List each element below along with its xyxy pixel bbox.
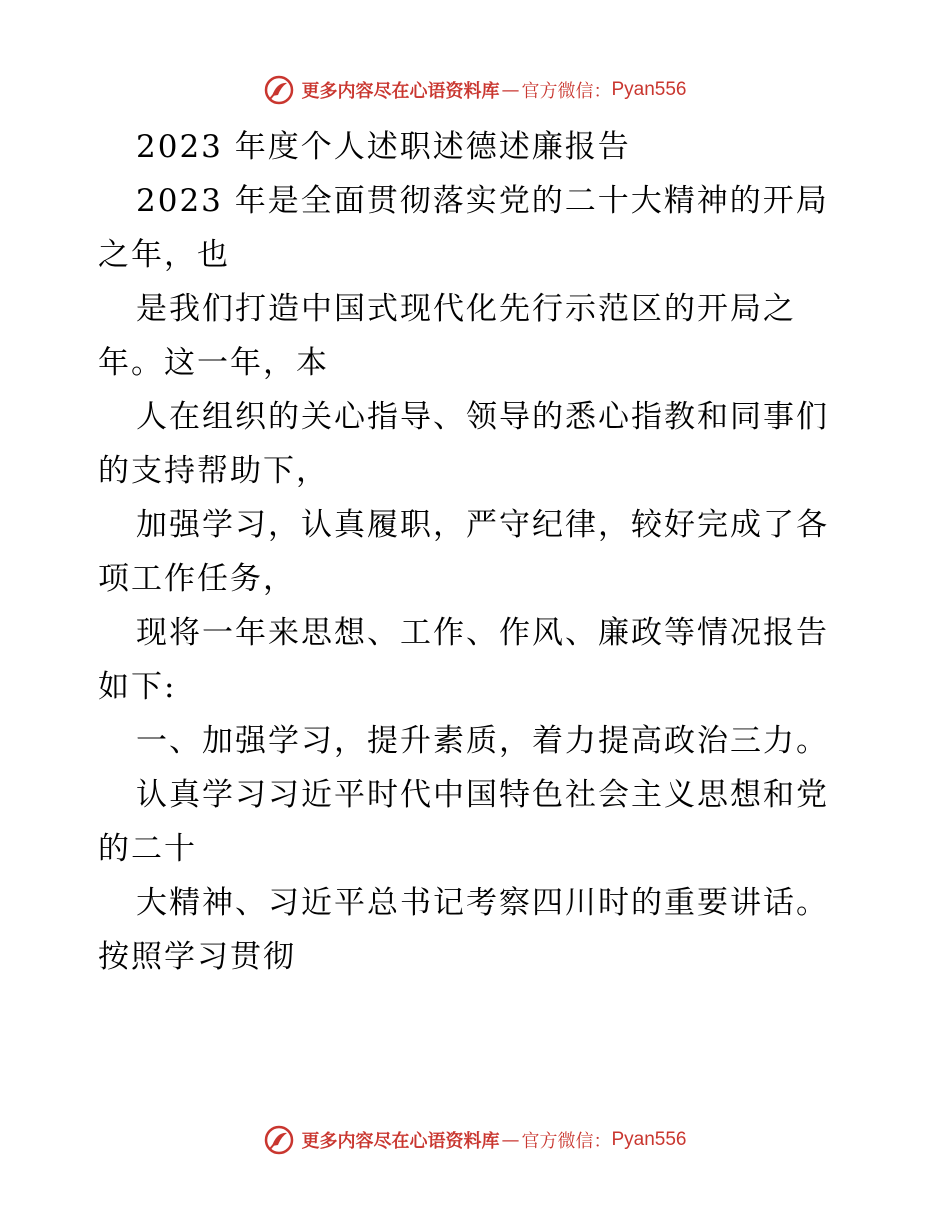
document-line: 现将一年来思想、工作、作风、廉政等情况报告 [136,615,829,651]
document-line: 人在组织的关心指导、领导的悉心指教和同事们 [136,399,829,435]
banner-account-id: Pyan556 [611,79,687,100]
banner-wechat-label: 官方微信： [521,1131,612,1152]
document-line: 是我们打造中国式现代化先行示范区的开局之 [136,291,796,327]
document-line: 的支持帮助下， [98,453,329,489]
document-body [98,120,858,984]
document-line: 年。这一年，本 [98,345,329,381]
banner-brand-text: 更多内容尽在心语资料库 [301,81,500,102]
banner-separator: — [501,79,520,101]
brand-logo-icon [263,1124,295,1156]
document-line: 一、加强学习，提升素质，着力提高政治三力。 [136,723,829,759]
banner-brand-text: 更多内容尽在心语资料库 [301,1131,500,1152]
banner-separator: — [501,1129,520,1151]
document-line: 之年，也 [98,237,230,273]
banner-wechat-label: 官方微信： [521,81,612,102]
header-banner [0,70,950,110]
document-line: 如下: [98,669,177,705]
document-line: 的二十 [98,831,197,867]
document-line: 2023 年是全面贯彻落实党的二十大精神的开局 [136,183,829,219]
document-line: 2023 年度个人述职述德述廉报告 [136,129,631,165]
banner-account-id: Pyan556 [611,1129,687,1150]
document-line: 大精神、习近平总书记考察四川时的重要讲话。 [136,885,829,921]
document-line: 按照学习贯彻 [98,939,296,975]
footer-banner [0,1120,950,1160]
document-line: 项工作任务， [98,561,296,597]
document-line: 加强学习，认真履职，严守纪律，较好完成了各 [136,507,829,543]
document-line: 认真学习习近平时代中国特色社会主义思想和党 [136,777,829,813]
brand-logo-icon [263,74,295,106]
